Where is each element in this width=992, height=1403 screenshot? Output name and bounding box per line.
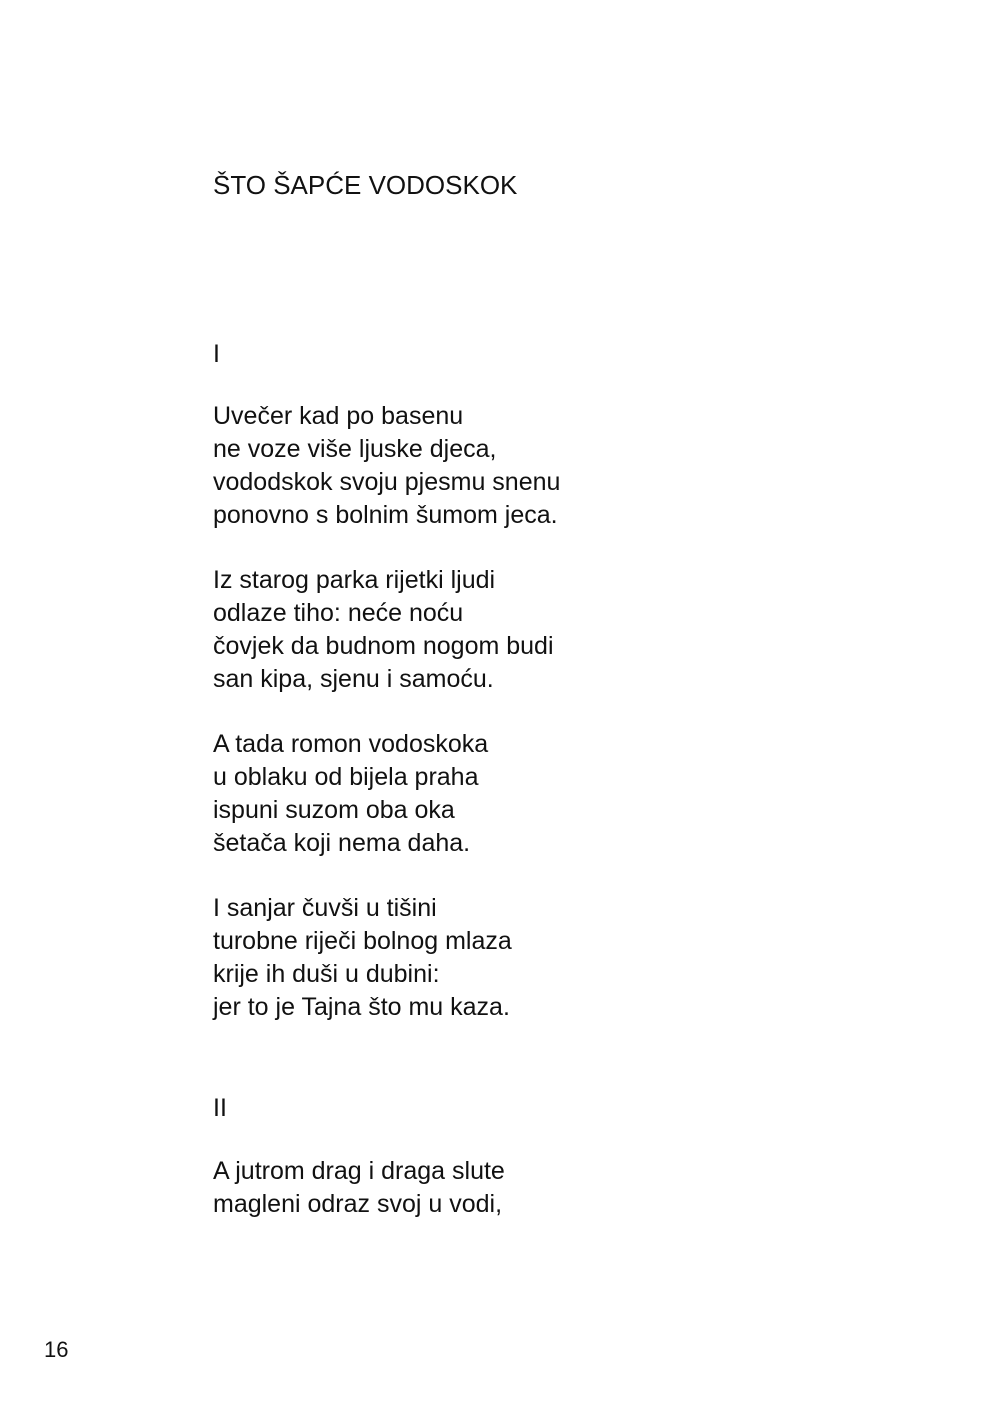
poem-line: odlaze tiho: neće noću <box>213 599 464 627</box>
stanza <box>213 892 813 1024</box>
section-numeral: II <box>213 1094 227 1122</box>
poem-line: Iz starog parka rijetki ljudi <box>213 566 496 594</box>
stanza <box>213 1155 813 1221</box>
stanza <box>213 564 813 696</box>
poem-line: A tada romon vodoskoka <box>213 730 489 758</box>
poem-line: ne voze više ljuske djeca, <box>213 435 497 463</box>
stanza <box>213 728 813 860</box>
poem-line: šetača koji nema daha. <box>213 829 471 857</box>
poem-line: u oblaku od bijela praha <box>213 763 479 791</box>
poem-line: I sanjar čuvši u tišini <box>213 894 437 922</box>
poem-line: magleni odraz svoj u vodi, <box>213 1190 503 1218</box>
poem-line: vododskok svoju pjesmu snenu <box>213 468 561 496</box>
poem-line: turobne riječi bolnog mlaza <box>213 927 512 955</box>
poem-line: jer to je Tajna što mu kaza. <box>213 993 510 1021</box>
poem-line: san kipa, sjenu i samoću. <box>213 665 494 693</box>
poem-line: ispuni suzom oba oka <box>213 796 455 824</box>
stanza <box>213 400 813 532</box>
poem-line: čovjek da budnom nogom budi <box>213 632 554 660</box>
poem-line: krije ih duši u dubini: <box>213 960 440 988</box>
page-number: 16 <box>44 1337 69 1362</box>
section-numeral: I <box>213 340 220 368</box>
poem-line: Uvečer kad po basenu <box>213 402 464 430</box>
poem-title: ŠTO ŠAPĆE VODOSKOK <box>213 170 518 200</box>
poem-line: A jutrom drag i draga slute <box>213 1157 505 1185</box>
poem-line: ponovno s bolnim šumom jeca. <box>213 501 558 529</box>
